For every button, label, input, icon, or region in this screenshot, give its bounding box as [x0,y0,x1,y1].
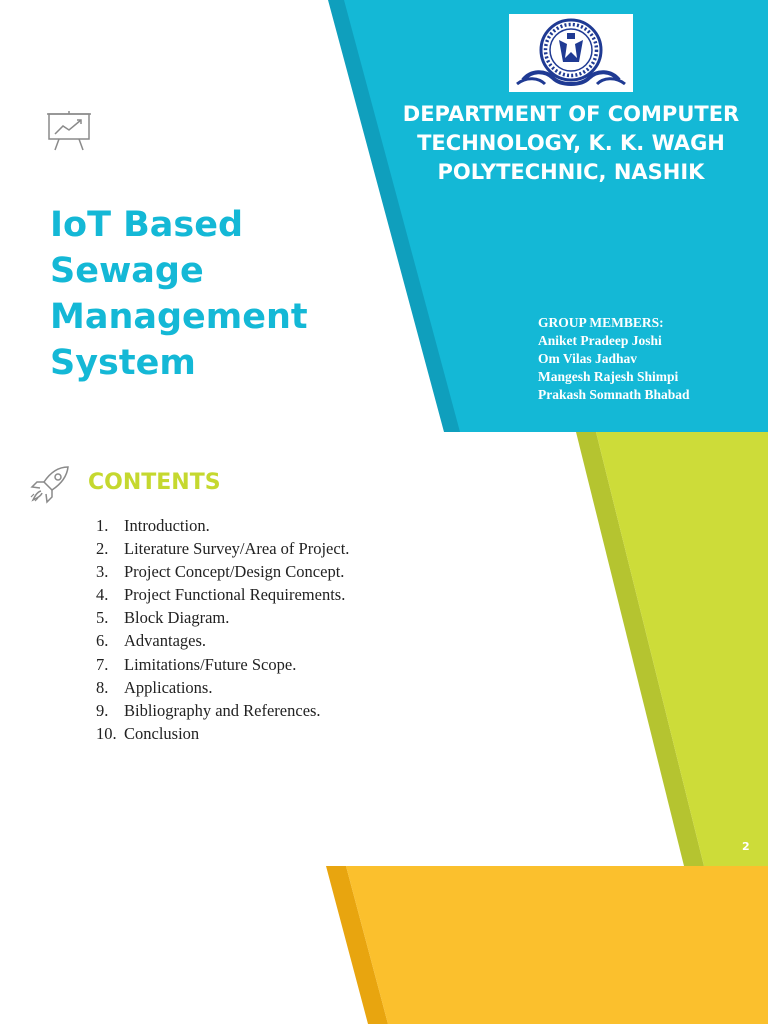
title-slide [0,0,768,432]
member-name: Aniket Pradeep Joshi [538,333,662,348]
list-item: 4. Project Functional Requirements. [96,585,346,605]
presentation-title: IoT Based Sewage Management System [50,205,308,383]
contents-heading: CONTENTS [88,470,221,495]
list-item: 10. Conclusion [96,723,200,743]
list-item: 5. Block Diagram. [96,608,230,628]
group-members-heading: GROUP MEMBERS: [538,315,664,330]
college-logo [509,14,633,92]
contents-list [96,514,349,745]
list-item: 7. Limitations/Future Scope. [96,654,297,674]
page-number: 2 [742,840,750,853]
list-item: 3. Project Concept/Design Concept. [96,562,345,582]
list-item: 2. Literature Survey/Area of Project. [96,539,350,559]
rocket-icon [28,464,72,504]
member-name: Mangesh Rajesh Shimpi [538,369,679,384]
list-item: 9. Bibliography and References. [96,700,321,720]
yellow-background-shape [0,866,768,1024]
contents-slide [0,432,768,866]
department-title: DEPARTMENT OF COMPUTER TECHNOLOGY, K. K. WAGH POLYTECHNIC, NASHIK [402,102,740,184]
list-item: 8. Applications. [96,677,213,697]
group-members-block [538,314,690,404]
list-item: 1. Introduction. [96,516,210,535]
presentation-board-icon [46,110,92,152]
list-item: 6. Advantages. [96,631,207,651]
next-slide-partial [0,866,768,1024]
member-name: Om Vilas Jadhav [538,351,638,366]
member-name: Prakash Somnath Bhabad [538,387,690,402]
